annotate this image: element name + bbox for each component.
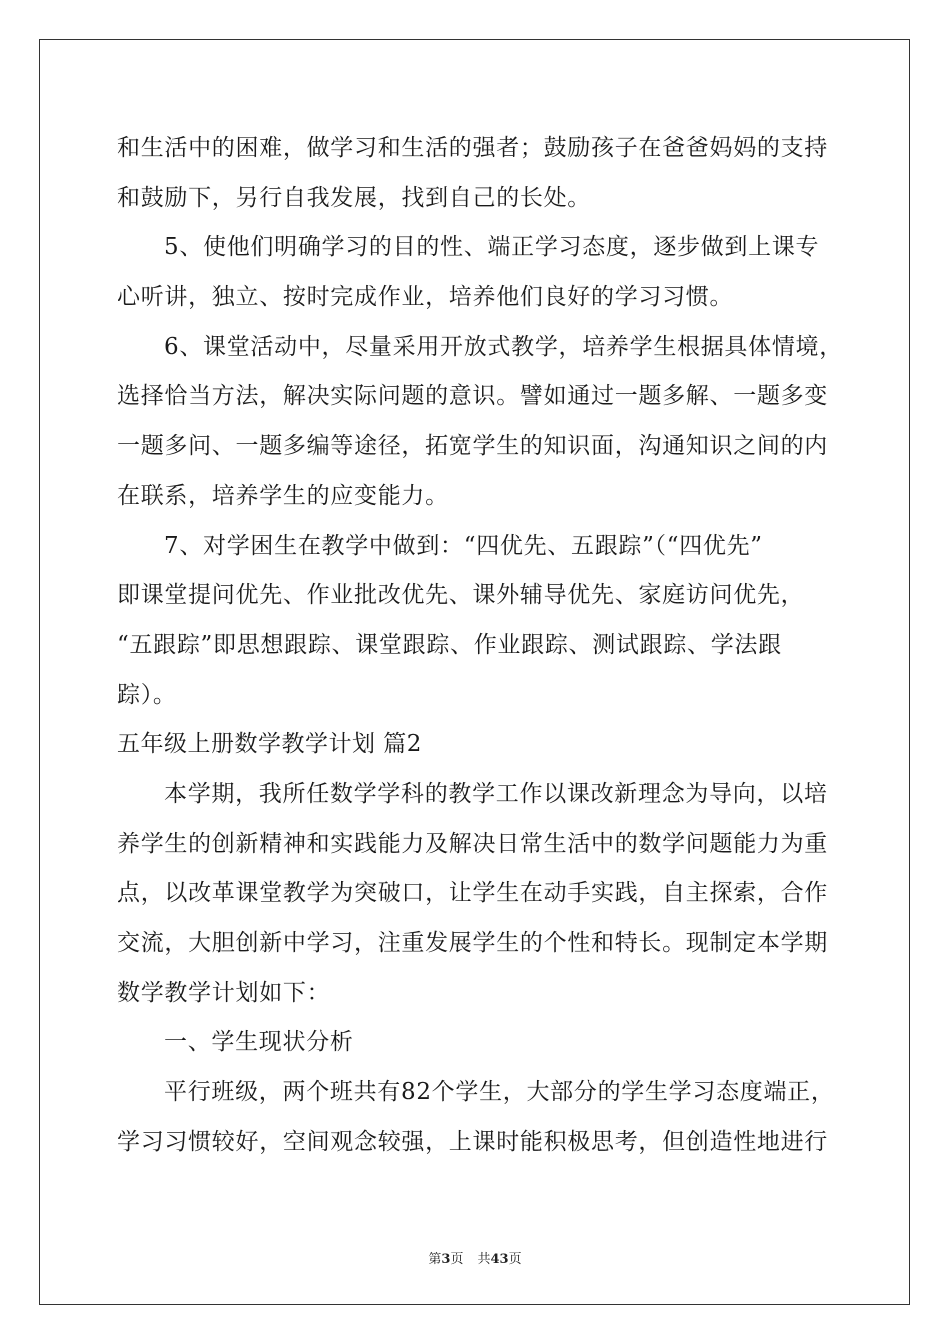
paragraph-start: 本学期，我所任数学学科的教学工作以课改新理念为导向，以培	[164, 780, 828, 807]
text-line: “五跟踪”即思想跟踪、课堂跟踪、作业跟踪、测试跟踪、学法跟	[117, 631, 782, 658]
paragraph-start: 平行班级，两个班共有82个学生，大部分的学生学习态度端正，	[164, 1079, 835, 1106]
page-prefix: 第	[428, 1252, 442, 1267]
page-unit: 页	[450, 1252, 464, 1267]
list-item-7: 7、对学困生在教学中做到：“四优先、五跟踪”（“四优先”	[164, 532, 763, 559]
page-current: 3	[441, 1252, 451, 1267]
subsection-heading: 一、学生现状分析	[164, 1029, 354, 1056]
text-line: 一题多问、一题多编等途径，拓宽学生的知识面，沟通知识之间的内	[117, 433, 828, 460]
text-line: 养学生的创新精神和实践能力及解决日常生活中的数学问题能力为重	[117, 830, 828, 857]
text-line: 在联系，培养学生的应变能力。	[117, 482, 449, 509]
text-line: 数学教学计划如下：	[117, 979, 331, 1006]
list-item-6: 6、课堂活动中，尽量采用开放式教学，培养学生根据具体情境，	[164, 333, 843, 360]
document-body	[117, 124, 843, 1167]
text-line: 踪）。	[117, 681, 177, 708]
text-line: 心听讲，独立、按时完成作业，培养他们良好的学习习惯。	[117, 284, 734, 311]
text-line: 即课堂提问优先、作业批改优先、课外辅导优先、家庭访问优先，	[117, 582, 805, 609]
total-unit: 页	[508, 1252, 522, 1267]
section-heading: 五年级上册数学教学计划 篇2	[117, 731, 422, 758]
text-line: 点，以改革课堂教学为突破口，让学生在动手实践，自主探索，合作	[117, 880, 828, 907]
page-total: 43	[490, 1252, 509, 1267]
text-line: 和生活中的困难，做学习和生活的强者；鼓励孩子在爸爸妈妈的支持	[117, 135, 828, 161]
page-footer	[0, 1248, 950, 1267]
list-item-5: 5、使他们明确学习的目的性、端正学习态度，逐步做到上课专	[164, 234, 820, 261]
text-line: 学习习惯较好，空间观念较强，上课时能积极思考，但创造性地进行	[117, 1128, 828, 1155]
text-line: 选择恰当方法，解决实际问题的意识。譬如通过一题多解、一题多变	[117, 383, 828, 410]
total-prefix: 共	[477, 1252, 491, 1267]
text-line: 交流，大胆创新中学习，注重发展学生的个性和特长。现制定本学期	[117, 930, 828, 956]
text-line: 和鼓励下，另行自我发展，找到自己的长处。	[117, 184, 591, 211]
